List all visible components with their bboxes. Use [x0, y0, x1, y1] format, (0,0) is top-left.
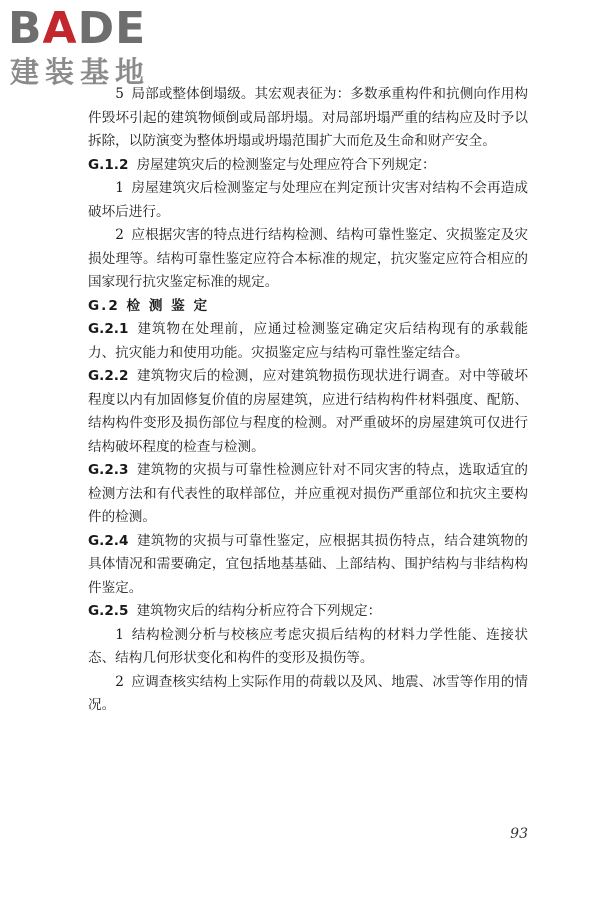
document-body: [88, 83, 528, 718]
section-heading: G.2 检 测 鉴 定: [88, 297, 210, 314]
clause-g-1-2: G.1.2 房屋建筑灾后的检测鉴定与处理应符合下列规定：: [88, 156, 436, 173]
clause-g-2-4: G.2.4 建筑物的灾损与可靠性鉴定，应根据其损伤特点，结合建筑物的具体情况和需要确定，宜包括地基基础、上部结构、围护结构与非结构构件鉴定。: [88, 532, 528, 596]
clause-g-2-5: G.2.5 建筑物灾后的结构分析应符合下列规定：: [88, 603, 382, 619]
list-item: 2 应调查核实结构上实际作用的荷载以及风、地震、冰雪等作用的情况。: [88, 673, 528, 713]
clause-g-2-3: G.2.3 建筑物的灾损与可靠性检测应针对不同灾害的特点，选取适宜的检测方法和有代表性的取样部位，并应重视对损伤严重部位和抗灾主要构件的检测。: [88, 462, 528, 525]
bade-logo: [8, 3, 183, 92]
list-item: 5 局部或整体倒塌级。其宏观表征为：多数承重构件和抗侧向作用构件毁坏引起的建筑物倾倒或局部坍塌。对局部坍塌严重的结构应及时予以拆除，以防演变为整体坍塌或坍塌范围扩大而危及生命和财产安全。: [88, 86, 528, 149]
logo-wordmark: BADE: [8, 3, 147, 54]
clause-g-2-2: G.2.2 建筑物灾后的检测，应对建筑物损伤现状进行调查。对中等破坏程度以内有加固修复价值的房屋建筑，应进行结构构件材料强度、配筋、结构构件变形及损伤部位与程度的检测。对严重破坏的房屋建筑可仅进行结构破坏程度的检查与检测。: [88, 368, 528, 455]
list-item: 2 应根据灾害的特点进行结构检测、结构可靠性鉴定、灾损鉴定及灾损处理等。结构可靠性鉴定应符合本标准的规定，抗灾鉴定应符合相应的国家现行抗灾鉴定标准的规定。: [88, 227, 528, 290]
page-number: 93: [510, 826, 528, 842]
list-item: 1 房屋建筑灾后检测鉴定与处理应在判定预计灾害对结构不会再造成破坏后进行。: [88, 180, 528, 220]
clause-g-2-1: G.2.1 建筑物在处理前，应通过检测鉴定确定灾后结构现有的承载能力、抗灾能力和使用功能。灾损鉴定应与结构可靠性鉴定结合。: [88, 321, 528, 361]
logo-subtitle: 建装基地: [10, 55, 151, 89]
list-item: 1 结构检测分析与校核应考虑灾损后结构的材料力学性能、连接状态、结构几何形状变化和构件的变形及损伤等。: [88, 626, 528, 666]
